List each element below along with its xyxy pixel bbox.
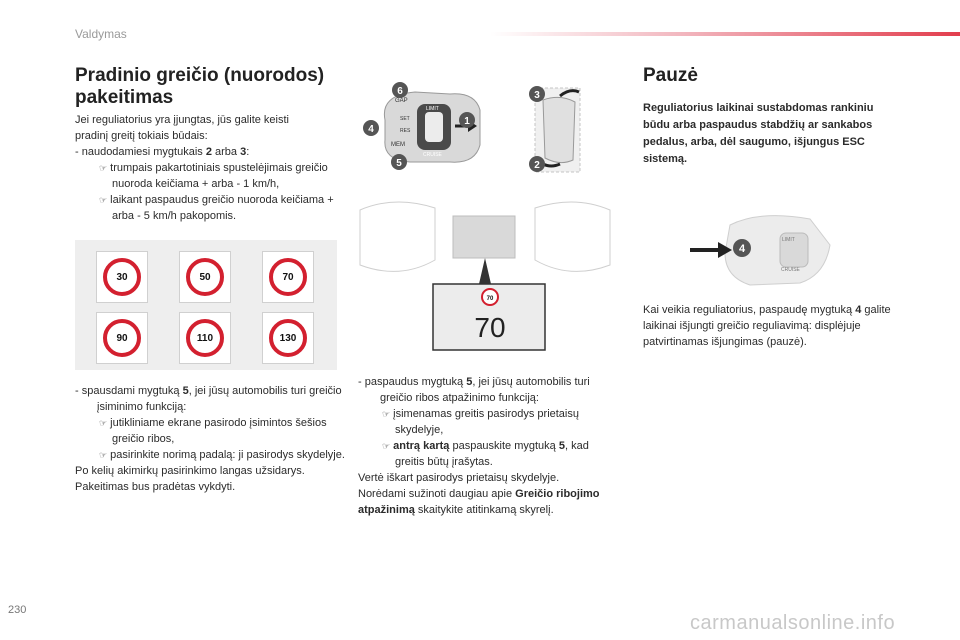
intro-line: pradinį greitį tokiais būdais: [75, 130, 208, 142]
speed-sign: 30 [96, 251, 148, 303]
stalk-label-cruise: CRUISE [423, 152, 442, 158]
svg-text:70: 70 [486, 296, 494, 302]
pause-bold-text: Reguliatorius laikinai sustabdomas rankiniu būdu arba paspaudus stabdžių ar sankabos pedalus, arba, dėl saugumo, išjungus ESC sistemą. [643, 102, 874, 165]
arrow-bullet-icon: ☞ [99, 195, 108, 205]
arrow-bullet-icon: ☞ [99, 450, 108, 460]
intro-line: Jei reguliatorius yra įjungtas, jūs galite keisti [75, 114, 289, 126]
speed-sign: 130 [262, 312, 314, 364]
dash-item: - paspaudus mygtuką 5, jei jūsų automobilis turi greičio ribos atpažinimo funkciją: [358, 376, 590, 404]
display-speed-value: 70 [474, 312, 506, 343]
figure-label-cruise: CRUISE [781, 267, 800, 273]
middle-text-block [358, 374, 618, 518]
speed-sign: 50 [179, 251, 231, 303]
bullet-item: ☞ trumpais pakartotiniais spustelėjimais greičio nuoroda keičiama + arba - 1 km/h, [99, 162, 328, 190]
arrow-bullet-icon: ☞ [99, 418, 108, 428]
body-text: Norėdami sužinoti daugiau apie Greičio ribojimo atpažinimą skaitykite atitinkamą skyrelį. [358, 488, 600, 516]
outro-text: Po kelių akimirkų pasirinkimo langas užsidarys. Pakeitimas bus pradėtas vykdyti. [75, 465, 305, 493]
bullet-item: ☞ pasirinkite norimą padalą: ji pasirodys skydelyje. [99, 449, 345, 461]
dash-item: - spausdami mygtuką 5, jei jūsų automobilis turi greičio įsiminimo funkciją: [75, 385, 342, 413]
bullet-item: ☞ įsimenamas greitis pasirodys prietaisų skydelyje, [382, 408, 579, 436]
figure-label-limit: LIMIT [782, 237, 795, 243]
section-label: Valdymas [75, 27, 127, 41]
bullet-item: ☞ jutikliniame ekrane pasirodo įsimintos šešios greičio ribos, [99, 417, 327, 445]
stalk-label-set: SET [400, 116, 410, 122]
speed-sign: 70 [262, 251, 314, 303]
page-number: 230 [8, 604, 27, 616]
body-text: Vertė iškart pasirodys prietaisų skydelyje. [358, 472, 560, 484]
bullet-item: ☞ antrą kartą paspauskite mygtuką 5, kad greitis būtų įrašytas. [382, 440, 589, 468]
watermark: carmanualsonline.info [690, 612, 896, 634]
header-accent-bar [490, 32, 960, 36]
dash-item: - naudodamiesi mygtukais 2 arba 3: [75, 146, 250, 158]
left-intro-block [75, 112, 345, 224]
arrow-bullet-icon: ☞ [382, 441, 391, 451]
svg-text:3: 3 [534, 90, 540, 101]
arrow-bullet-icon: ☞ [99, 163, 108, 173]
left-second-block [75, 383, 345, 495]
stalk-label-limit: LIMIT [426, 106, 439, 112]
svg-text:2: 2 [534, 160, 540, 171]
instrument-panel-figure [355, 190, 615, 360]
cruise-stalk-figure [355, 80, 615, 180]
svg-text:4: 4 [738, 243, 746, 255]
svg-text:5: 5 [396, 158, 402, 169]
arrow-bullet-icon: ☞ [382, 409, 391, 419]
right-title: Pauzė [643, 65, 698, 86]
bullet-item: ☞ laikant paspaudus greičio nuoroda keičiama + arba - 5 km/h pakopomis. [99, 194, 334, 222]
speed-memory-signs-figure [75, 240, 337, 370]
speed-sign: 90 [96, 312, 148, 364]
stalk-label-gap: GAP [395, 98, 408, 104]
pause-paragraph: Kai veikia reguliatorius, paspaudę mygtuką 4 galite laikinai išjungti greičio reguliavimą: displėjuje patvirtinamas išjungimas (pauzė). [643, 304, 891, 348]
stalk-label-mem: MEM [391, 142, 405, 148]
stalk-label-res: RES [400, 128, 411, 134]
svg-text:4: 4 [368, 124, 374, 135]
svg-text:1: 1 [464, 116, 470, 127]
svg-text:6: 6 [397, 86, 403, 97]
pause-stalk-figure [660, 205, 860, 295]
speed-sign: 110 [179, 312, 231, 364]
left-title: Pradinio greičio (nuorodos) pakeitimas [75, 65, 325, 108]
